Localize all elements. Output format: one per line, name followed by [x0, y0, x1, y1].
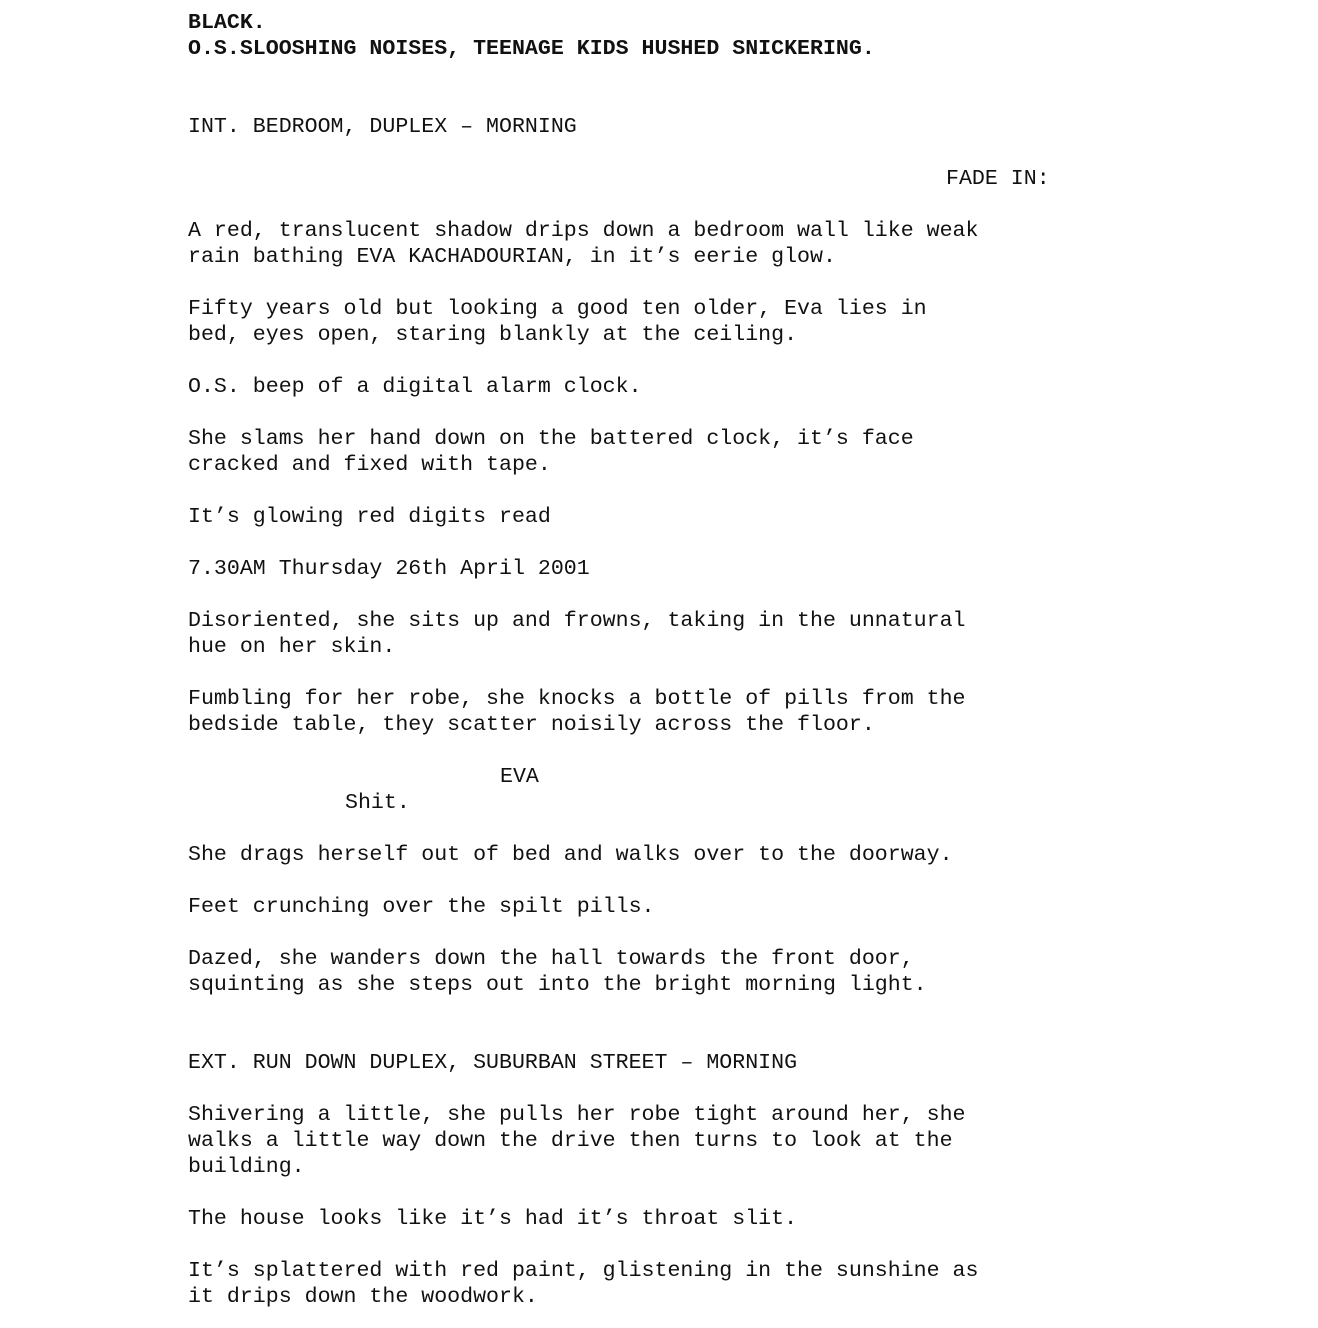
- screenplay-page: [188, 10, 1188, 1310]
- action-paragraph: [188, 374, 1188, 400]
- opening-lines: [188, 10, 1188, 62]
- action-paragraph: [188, 1206, 1188, 1232]
- action-line: It’s glowing red digits read: [188, 505, 551, 529]
- action-line: bedside table, they scatter noisily across the floor.: [188, 713, 875, 737]
- opening-line: BLACK.: [188, 11, 266, 35]
- action-paragraph: [188, 946, 1188, 998]
- action-line: squinting as she steps out into the bright morning light.: [188, 973, 927, 997]
- action-line: bed, eyes open, staring blankly at the ceiling.: [188, 323, 798, 347]
- transition-text: FADE IN:: [946, 167, 1050, 191]
- action-line: Fumbling for her robe, she knocks a bottle of pills from the: [188, 687, 966, 711]
- action-line: walks a little way down the drive then turns to look at the: [188, 1129, 953, 1153]
- action-paragraph: [188, 218, 1188, 270]
- transition: [188, 166, 1188, 192]
- action-line: building.: [188, 1155, 305, 1179]
- action-line: She drags herself out of bed and walks over to the doorway.: [188, 843, 953, 867]
- scene-heading-text: EXT. RUN DOWN DUPLEX, SUBURBAN STREET – MORNING: [188, 1051, 798, 1075]
- action-line: The house looks like it’s had it’s throat slit.: [188, 1207, 798, 1231]
- character-name: EVA: [500, 765, 539, 789]
- action-paragraph: [188, 296, 1188, 348]
- action-line: A red, translucent shadow drips down a bedroom wall like weak: [188, 219, 979, 243]
- dialogue-line: Shit.: [345, 791, 410, 815]
- action-paragraph: [188, 894, 1188, 920]
- scene-heading: [188, 114, 1188, 140]
- action-line: it drips down the woodwork.: [188, 1285, 538, 1309]
- action-line: Dazed, she wanders down the hall towards the front door,: [188, 947, 914, 971]
- action-paragraph: [188, 1258, 1188, 1310]
- action-paragraph: [188, 504, 1188, 530]
- action-line: hue on her skin.: [188, 635, 396, 659]
- action-line: cracked and fixed with tape.: [188, 453, 551, 477]
- action-line: Disoriented, she sits up and frowns, taking in the unnatural: [188, 609, 966, 633]
- action-line: O.S. beep of a digital alarm clock.: [188, 375, 642, 399]
- action-paragraph: [188, 426, 1188, 478]
- action-paragraph: [188, 556, 1188, 582]
- action-line: Fifty years old but looking a good ten older, Eva lies in: [188, 297, 927, 321]
- action-line: She slams her hand down on the battered clock, it’s face: [188, 427, 914, 451]
- scene-heading-text: INT. BEDROOM, DUPLEX – MORNING: [188, 115, 577, 139]
- action-paragraph: [188, 1102, 1188, 1180]
- opening-line: O.S.SLOOSHING NOISES, TEENAGE KIDS HUSHED SNICKERING.: [188, 37, 875, 61]
- action-line: rain bathing EVA KACHADOURIAN, in it’s eerie glow.: [188, 245, 836, 269]
- action-paragraph: [188, 686, 1188, 738]
- action-line: Shivering a little, she pulls her robe tight around her, she: [188, 1103, 966, 1127]
- character-cue: [188, 764, 1188, 790]
- action-line: 7.30AM Thursday 26th April 2001: [188, 557, 590, 581]
- action-paragraph: [188, 608, 1188, 660]
- scene-heading: [188, 1050, 1188, 1076]
- action-line: It’s splattered with red paint, glistening in the sunshine as: [188, 1259, 979, 1283]
- action-paragraph: [188, 842, 1188, 868]
- action-line: Feet crunching over the spilt pills.: [188, 895, 655, 919]
- dialogue: [188, 790, 1188, 816]
